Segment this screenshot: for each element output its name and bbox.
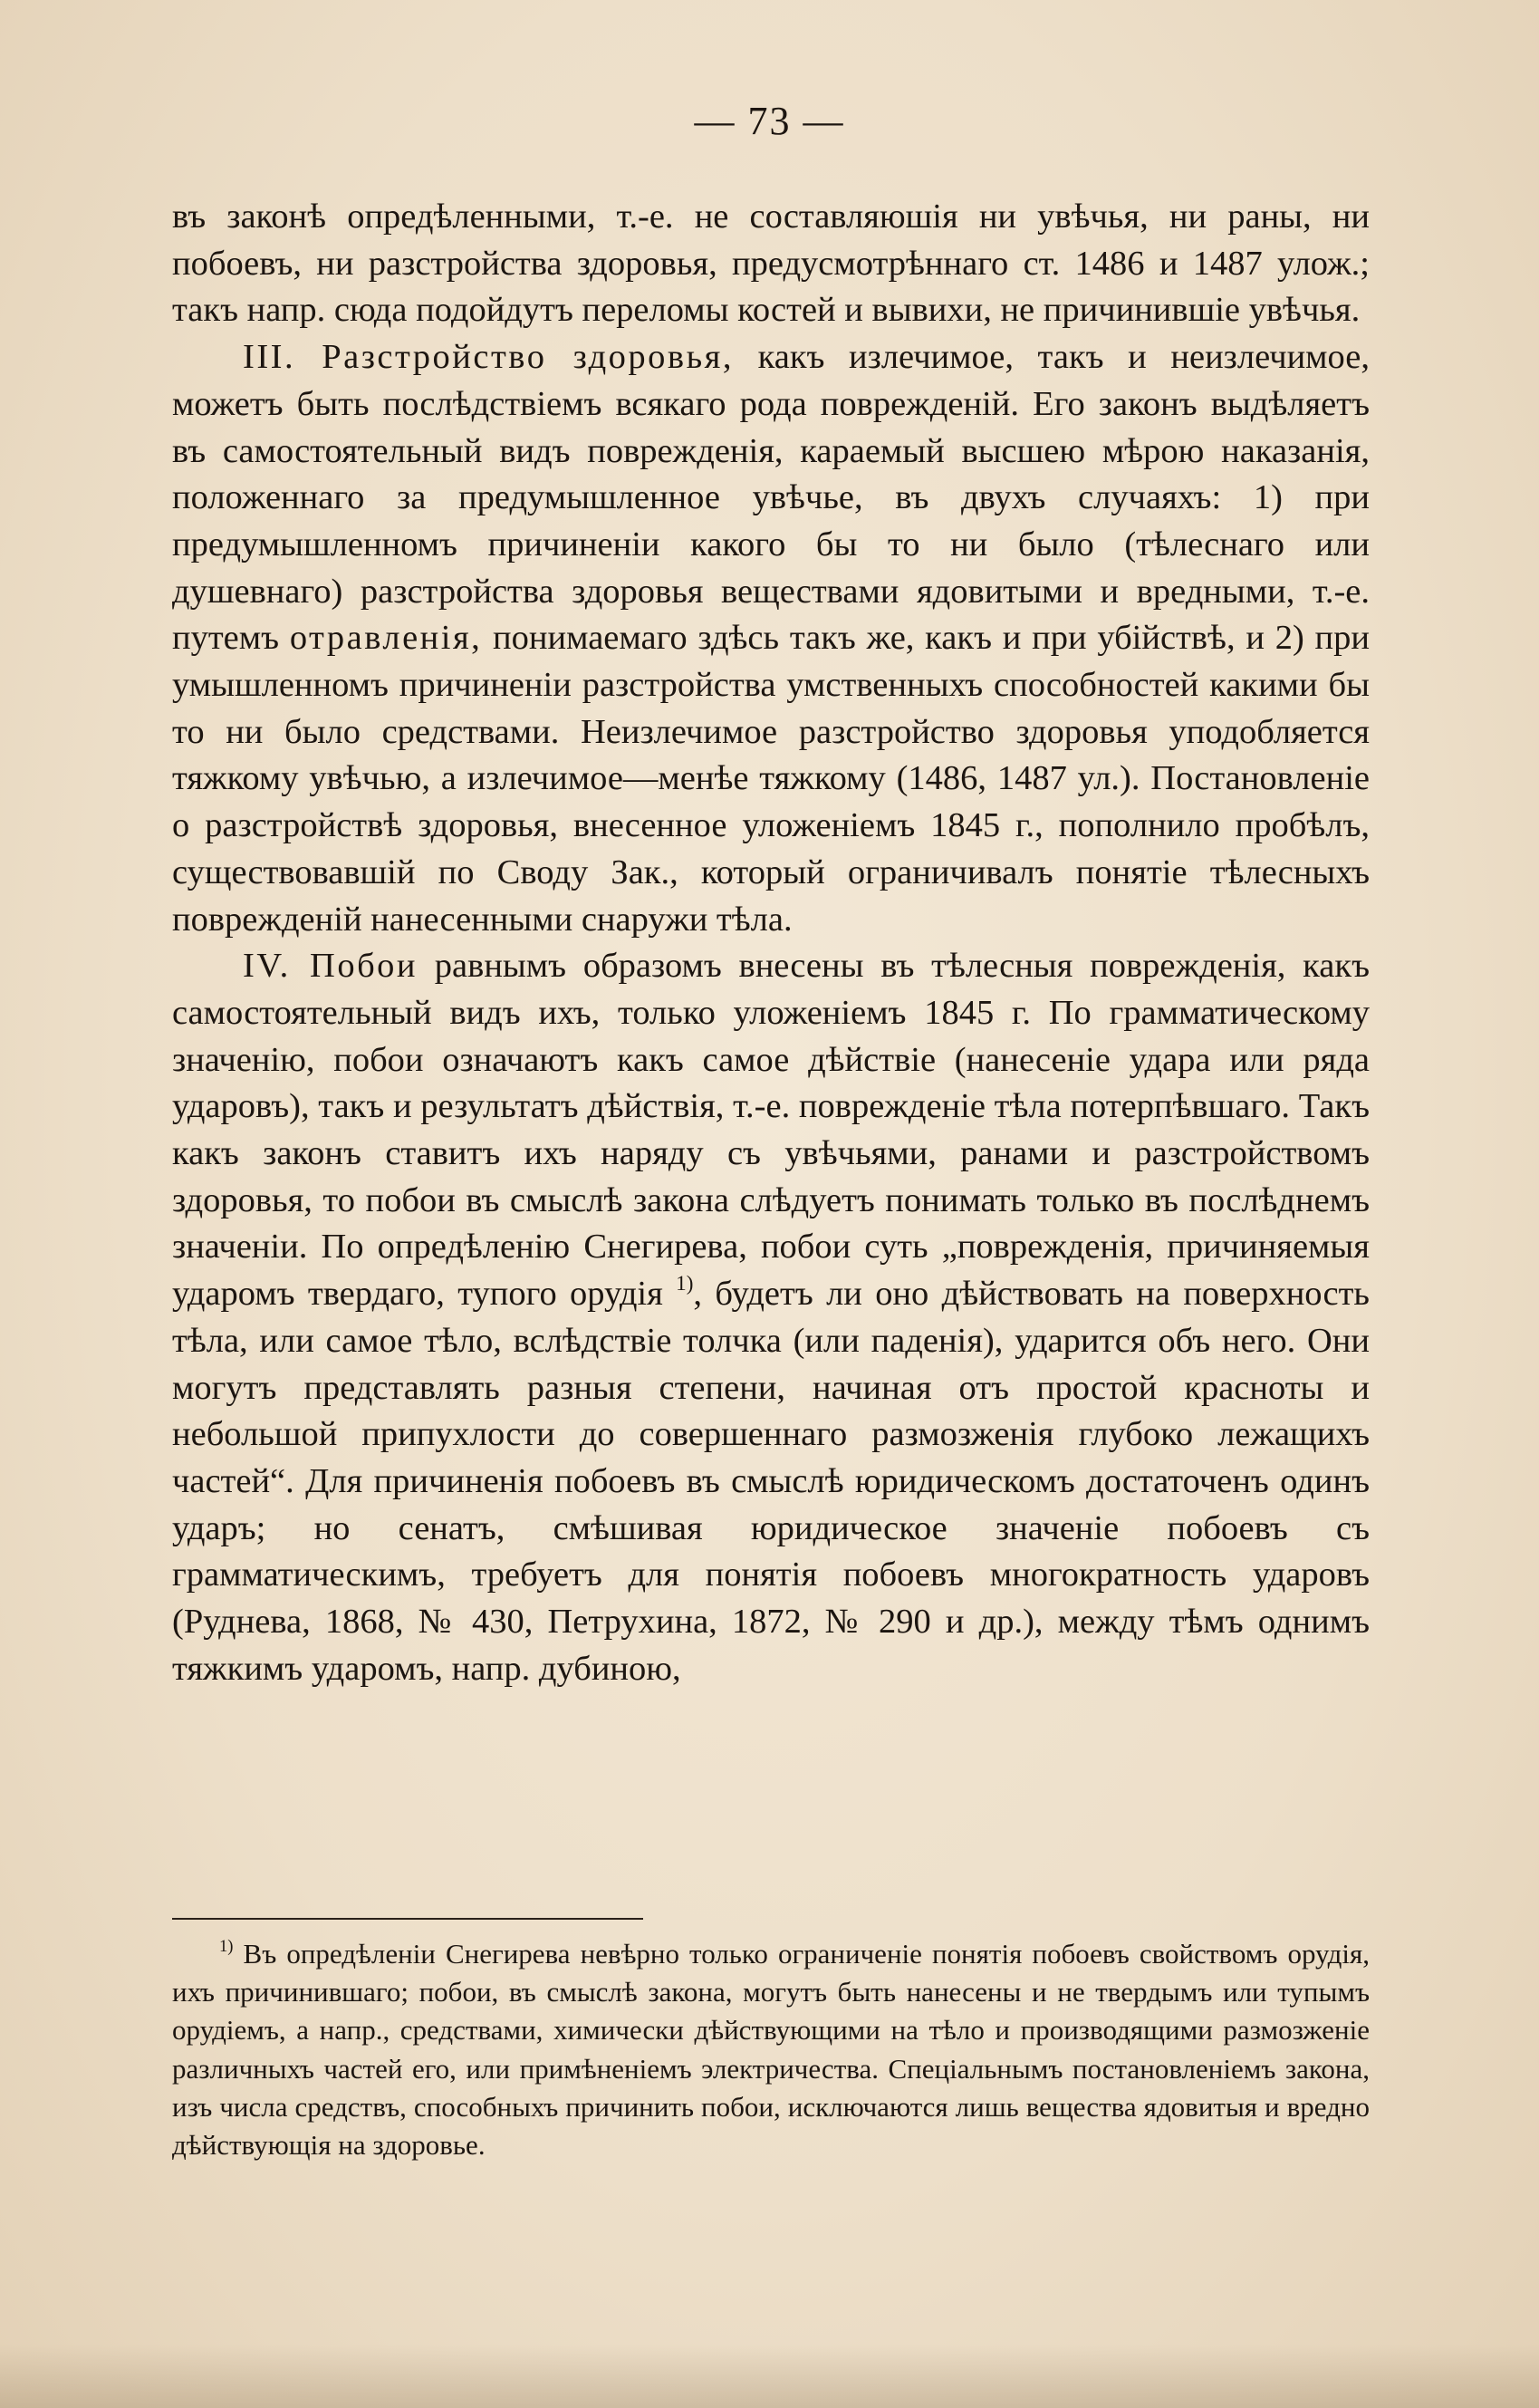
main-text xyxy=(172,194,1370,1693)
paragraph-text: какъ излечимое, такъ и неизлечимое, можетъ быть послѣдствіемъ всякаго рода поврежденій. Его законъ выдѣляетъ въ самостоятельный видъ поврежденія, караемый высшею мѣрою наказанія, положеннаго за предумышленное увѣчье, въ двухъ случаяхъ: 1) при предумышленномъ причиненіи какого бы то ни было (тѣлеснаго или душевнаго) разстройства здоровья веществами ядовитыми и вредными, т.-е. путемъ xyxy=(172,338,1370,658)
paragraph-beatings xyxy=(172,943,1370,1692)
paragraph-health-disorder xyxy=(172,334,1370,943)
paragraph-continuation xyxy=(172,194,1370,334)
paragraph-text-tail: , будетъ ли оно дѣйствовать на поверхность тѣла, или самое тѣло, вслѣдствіе толчка (или паденія), ударится объ него. Они могутъ представлять разныя степени, начиная отъ простой красноты и небольшой припухлости до совершеннаго размозженія глубоко лежащихъ частей“. Для причиненія побоевъ въ смыслѣ юридическомъ достаточенъ одинъ ударъ; но сенатъ, смѣшивая юридическое значеніе побоевъ съ грамматическимъ, требуетъ для понятія побоевъ многократность ударовъ (Руднева, 1868, № 430, Петрухина, 1872, № 290 и др.), между тѣмъ однимъ тяжкимъ ударомъ, напр. дубиною, xyxy=(172,1275,1370,1688)
footnote-text: Въ опредѣленіи Снегирева невѣрно только ограниченіе понятія побоевъ свойствомъ орудія, ихъ причинившаго; побои, въ смыслѣ закона, могутъ быть нанесены и не твердымъ или тупымъ орудіемъ, а напр., средствами, химически дѣйствующими на тѣло и производящими размозженіе различныхъ частей его, или примѣненіемъ электричества. Спеціальнымъ постановленіемъ закона, изъ числа средствъ, способныхъ причинить побои, исключаются лишь вещества ядовитыя и вредно дѣйствующія на здоровье. xyxy=(172,1938,1370,2162)
page-edge-shadow xyxy=(0,2345,1539,2408)
footnote-1 xyxy=(172,1935,1370,2164)
section-heading-iv: IV. Побои xyxy=(243,947,418,986)
footnote-marker: 1) xyxy=(219,1936,234,1956)
footnote-divider xyxy=(172,1918,643,1920)
section-heading-iii: III. Разстройство здоровья, xyxy=(243,338,734,377)
footnote-reference[interactable]: 1) xyxy=(676,1271,694,1296)
paragraph-text: въ законѣ опредѣленными, т.-е. не составляюшія ни увѣчья, ни раны, ни побоевъ, ни разстройства здоровья, предусмотрѣннаго ст. 1486 и 1487 улож.; такъ напр. сюда подойдутъ переломы костей и вывихи, не причинившіе увѣчья. xyxy=(172,197,1370,330)
emphasized-term: отравленія, xyxy=(289,619,483,658)
paragraph-text: равнымъ образомъ внесены въ тѣлесныя поврежденія, какъ самостоятельный видъ ихъ, только уложеніемъ 1845 г. По грамматическому значенію, побои означаютъ какъ самое дѣйствіе (нанесеніе удара или ряда ударовъ), такъ и результатъ дѣйствія, т.-е. поврежденіе тѣла потерпѣвшаго. Такъ какъ законъ ставитъ ихъ наряду съ увѣчьями, ранами и разстройствомъ здоровья, то побои въ смыслѣ закона слѣдуетъ понимать только въ послѣднемъ значеніи. По опредѣленію Снегирева, побои суть „поврежденія, причиняемыя ударомъ твердаго, тупого орудія xyxy=(172,947,1370,1314)
footnotes xyxy=(172,1935,1370,2164)
page-number: — 73 — xyxy=(694,99,845,143)
paragraph-text-tail: понимаемаго здѣсь такъ же, какъ и при убійствѣ, и 2) при умышленномъ причиненіи разстройства умственныхъ способностей какими бы то ни было средствами. Неизлечимое разстройство здоровья уподобляется тяжкому увѣчью, а излечимое—менѣе тяжкому (1486, 1487 ул.). Постановленіе о разстройствѣ здоровья, внесенное уложеніемъ 1845 г., пополнило пробѣлъ, существовавшій по Своду Зак., который ограничивалъ понятіе тѣлесныхъ поврежденій нанесенными снаружи тѣла. xyxy=(172,619,1371,939)
